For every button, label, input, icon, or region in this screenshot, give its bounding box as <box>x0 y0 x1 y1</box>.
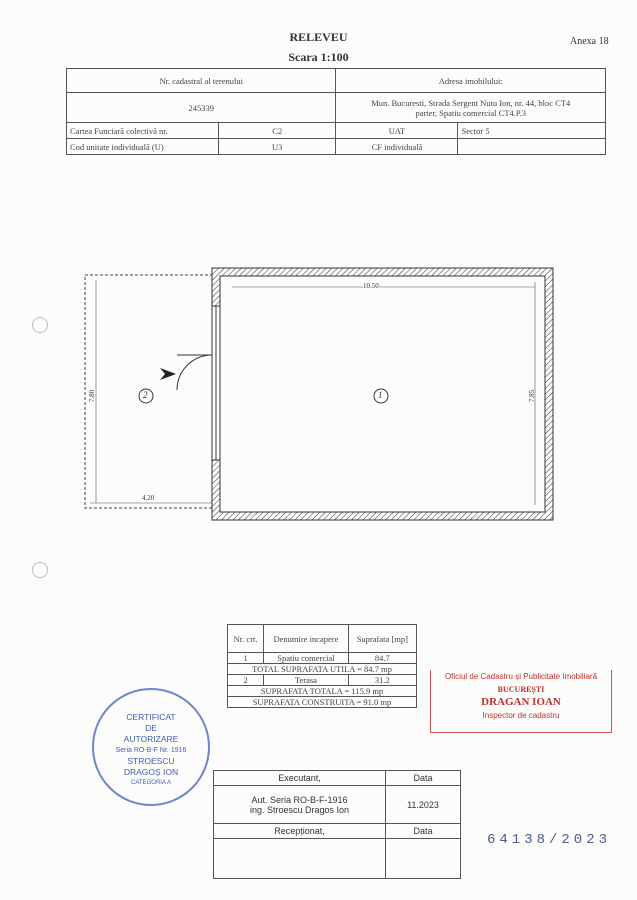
address-line-1: Mun. Bucuresti, Strada Sergent Nutu Ion, nr. 44, bloc CT4 <box>371 97 571 108</box>
stamp-text: BUCUREȘTI <box>497 685 545 694</box>
address-label: Adresa imobilului: <box>336 69 606 93</box>
cadastral-value: 245339 <box>67 93 336 123</box>
cell: 1 <box>228 653 264 664</box>
stamp-text: STROESCU <box>127 756 175 766</box>
height-right-dim: 7.85 <box>528 389 537 403</box>
room-2-label: 2 <box>143 390 148 400</box>
cell: 31.2 <box>348 675 416 686</box>
areas-table <box>227 624 417 708</box>
annex-label: Anexa 18 <box>570 36 609 47</box>
stamp-text: Seria RO-B-F Nr. 1916 <box>115 747 187 754</box>
title: RELEVEU <box>289 30 348 44</box>
col-name: Denumire incapere <box>264 625 348 653</box>
cod-label: Cod unitate individuală (U) <box>67 139 219 155</box>
date-label: Data <box>386 771 461 786</box>
width-dim: 10.50 <box>363 282 379 290</box>
received-date-cell <box>386 839 461 879</box>
height-left-dim: 7.80 <box>88 389 97 403</box>
cf-label: Cartea Funciară colectivă nr. <box>67 123 219 139</box>
stamp-text: DE <box>145 723 157 733</box>
entry-arrow-icon <box>160 368 176 380</box>
col-area: Suprafata [mp] <box>348 625 416 653</box>
col-nr: Nr. crt. <box>228 625 264 653</box>
total-area: SUPRAFATA TOTALA = 115.9 mp <box>228 686 417 697</box>
terrace-outline <box>85 275 212 508</box>
executant-label: Executant, <box>214 771 386 786</box>
registration-number: 64138/2023 <box>487 832 612 848</box>
built-area: SUPRAFATA CONSTRUITA = 91.0 mp <box>228 697 417 708</box>
received-label: Recepționat, <box>214 824 386 839</box>
stamp-text: Oficiul de Cadastru și Publicitate Imobiliară <box>444 672 598 681</box>
stamp-text: Inspector de cadastru <box>482 711 560 720</box>
cf-individual-label: CF individuală <box>336 139 458 155</box>
authorization: Aut. Seria RO-B-F-1916 <box>251 794 348 805</box>
cell: Terasa <box>264 675 348 686</box>
stamp-text: AUTORIZARE <box>123 734 179 744</box>
address-line-2: parter, Spatiu comercial CT4.P.3 <box>415 107 527 118</box>
executant-table <box>213 770 461 879</box>
stamp-text: CERTIFICAT <box>126 712 176 722</box>
engineer-name: ing. Stroescu Dragos Ion <box>249 804 350 815</box>
uat-label: UAT <box>336 123 458 139</box>
scale: Scara 1:100 <box>288 50 349 64</box>
ocpi-stamp <box>430 670 612 733</box>
door-swing-icon <box>177 355 212 390</box>
received-signature-cell <box>214 839 386 879</box>
room-walls <box>212 268 553 520</box>
stamp-text: CATEGORIA A <box>131 780 171 786</box>
executant-date: 11.2023 <box>386 786 461 824</box>
room-1-label: 1 <box>378 390 383 400</box>
stamp-text: DRAGAN IOAN <box>481 696 561 708</box>
cell: 2 <box>228 675 264 686</box>
cod-value: U3 <box>219 139 336 155</box>
cell: 84.7 <box>348 653 416 664</box>
cadastral-label: Nr. cadastral al terenului <box>67 69 336 93</box>
uat-value: Sector 5 <box>458 123 606 139</box>
cell: Spatiu comercial <box>264 653 348 664</box>
total-util: TOTAL SUPRAFATA UTILA = 84.7 mp <box>228 664 417 675</box>
received-date-label: Data <box>386 824 461 839</box>
certificate-stamp <box>92 688 210 806</box>
cf-value: C2 <box>219 123 336 139</box>
stamp-text: DRAGOȘ ION <box>123 767 179 777</box>
terrace-width-dim: 4.20 <box>142 494 155 502</box>
